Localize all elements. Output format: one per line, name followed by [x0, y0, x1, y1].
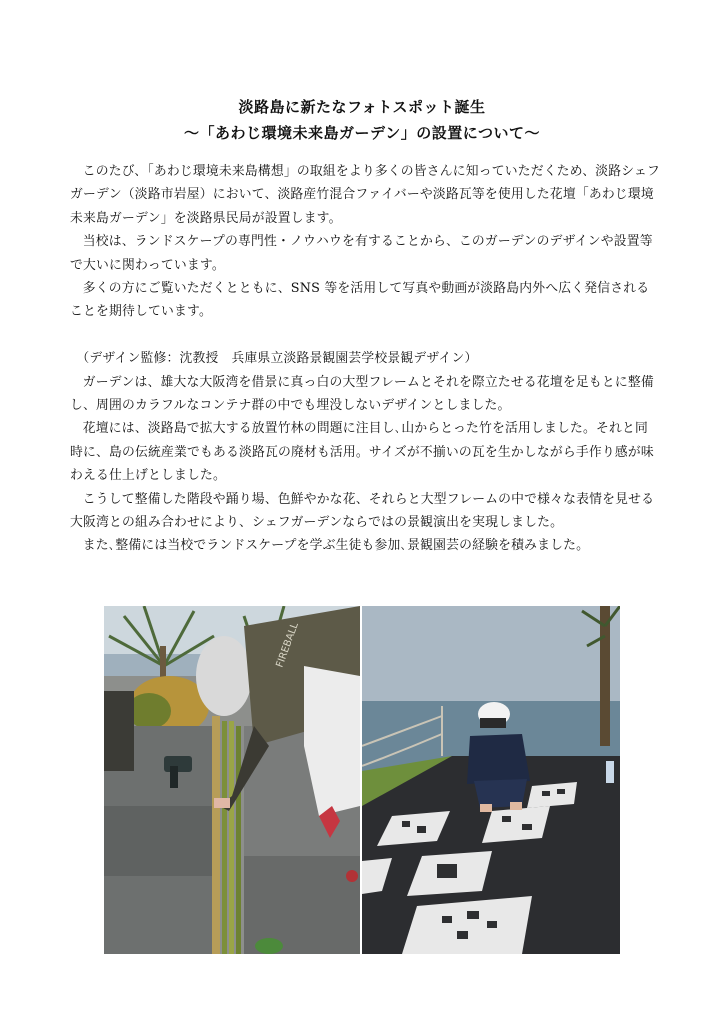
page-subtitle: ～「あわじ環境未来島ガーデン」の設置について～ [184, 124, 540, 142]
photo-bamboo-installation [104, 606, 360, 954]
page-title: 淡路島に新たなフォトスポット誕生 [238, 98, 486, 116]
paragraph: ガーデンは、雄大な大阪湾を借景に真っ白の大型フレームとそれを際立たせる花壇を足もとに整備し、周囲のカラフルなコンテナ群の中でも埋没しないデザインとしました。 [70, 374, 654, 414]
design-credit: （デザイン監修：沈教授 兵庫県立淡路景観園芸学校景観デザイン） [76, 351, 478, 367]
title-block [0, 94, 724, 146]
spacer [70, 324, 660, 347]
shirt-text: FIREBALL [274, 621, 301, 670]
photo-tile-pattern [362, 606, 620, 954]
paragraph: また､整備には当校でランドスケープを学ぶ生徒も参加､景観園芸の経験を積みました。 [82, 538, 590, 554]
body-text [70, 160, 660, 558]
paragraph: 多くの方にご覧いただくとともに、SNS 等を活用して写真や動画が淡路島内外へ広く発信されることを期待しています。 [70, 281, 650, 320]
paragraph: 当校は、ランドスケープの専門性・ノウハウを有することから、このガーデンのデザインや設置等で大いに関わっています。 [70, 234, 653, 273]
paragraph: こうして整備した階段や踊り場、色鮮やかな花、それらと大型フレームの中で様々な表情を見せる大阪湾との組み合わせにより、シェフガーデンならではの景観演出を実現しました。 [70, 491, 655, 531]
paragraph: 花壇には、淡路島で拡大する放置竹林の問題に注目し､山からとった竹を活用しました。それと同時に、島の伝統産業でもある淡路瓦の廃材も活用。サイズが不揃いの瓦を生かしながら手作り感が味わえる仕上げとしました。 [70, 421, 654, 484]
paragraph: このたび、「あわじ環境未来島構想」の取組をより多くの皆さんに知っていただくため、淡路シェフガーデン（淡路市岩屋）において、淡路産竹混合ファイバーや淡路瓦等を使用した花壇「あわじ環境未来島ガーデン」を淡路県民局が設置します。 [70, 164, 660, 226]
